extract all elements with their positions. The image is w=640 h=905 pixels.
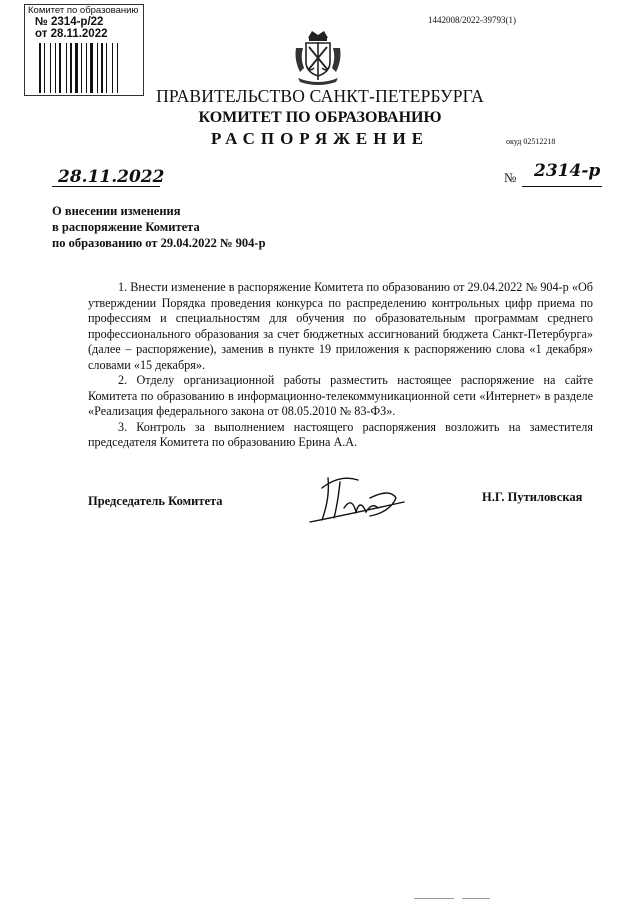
registration-stamp <box>24 4 144 96</box>
stamp-organization: Комитет по образованию <box>28 5 139 16</box>
government-title: ПРАВИТЕЛЬСТВО САНКТ-ПЕТЕРБУРГА <box>156 86 484 106</box>
signatory-position: Председатель Комитета <box>88 494 223 508</box>
subject-line-3: по образованию от 29.04.2022 № 904-р <box>52 236 266 250</box>
stamp-number: № 2314-р/22 <box>35 16 104 28</box>
subject-line-2: в распоряжение Комитета <box>52 220 200 234</box>
okud-code: окуд 02512218 <box>506 137 556 146</box>
signatory-name: Н.Г. Путиловская <box>482 490 583 504</box>
document-subject <box>52 203 266 251</box>
document-code: 1442008/2022-39793(1) <box>428 15 516 25</box>
date-underline <box>52 186 160 187</box>
footer-mark <box>462 898 490 900</box>
number-sign: № <box>504 170 517 185</box>
handwritten-signature <box>300 468 410 528</box>
committee-title: КОМИТЕТ ПО ОБРАЗОВАНИЮ <box>198 109 442 126</box>
handwritten-date: 28.11.2022 <box>58 167 165 187</box>
paragraph-2: 2. Отделу организационной работы разместить настоящее распоряжение на сайте Комитета по образованию в информационно-телекоммуникационной сети «Интернет» в разделе «Реализация федерального закона от 08.05.2010 № 83-ФЗ». <box>88 373 593 418</box>
paragraph-3: 3. Контроль за выполнением настоящего распоряжения возложить на заместителя председателя Комитета по образованию Ерина А.А. <box>88 419 593 449</box>
stamp-date: от 28.11.2022 <box>35 28 108 40</box>
coat-of-arms-icon <box>290 28 346 86</box>
document-type: РАСПОРЯЖЕНИЕ <box>210 129 430 148</box>
footer-mark <box>414 898 454 900</box>
subject-line-1: О внесении изменения <box>52 204 181 218</box>
paragraph-1: 1. Внести изменение в распоряжение Комитета по образованию от 29.04.2022 № 904-р «Об утверждении Порядка проведения конкурса по распределению контрольных цифр приема по профессиям и специальностям для обучения по образовательным программам среднего профессионального образования за счет бюджетных ассигнований бюджета Санкт-Петербурга» (далее – распоряжение), заменив в пункте 19 приложения к распоряжению слова «1 декабря» словами «15 декабря». <box>88 280 593 372</box>
handwritten-number: 2314-р <box>534 161 601 181</box>
document-body <box>88 280 593 451</box>
number-underline <box>522 186 602 187</box>
